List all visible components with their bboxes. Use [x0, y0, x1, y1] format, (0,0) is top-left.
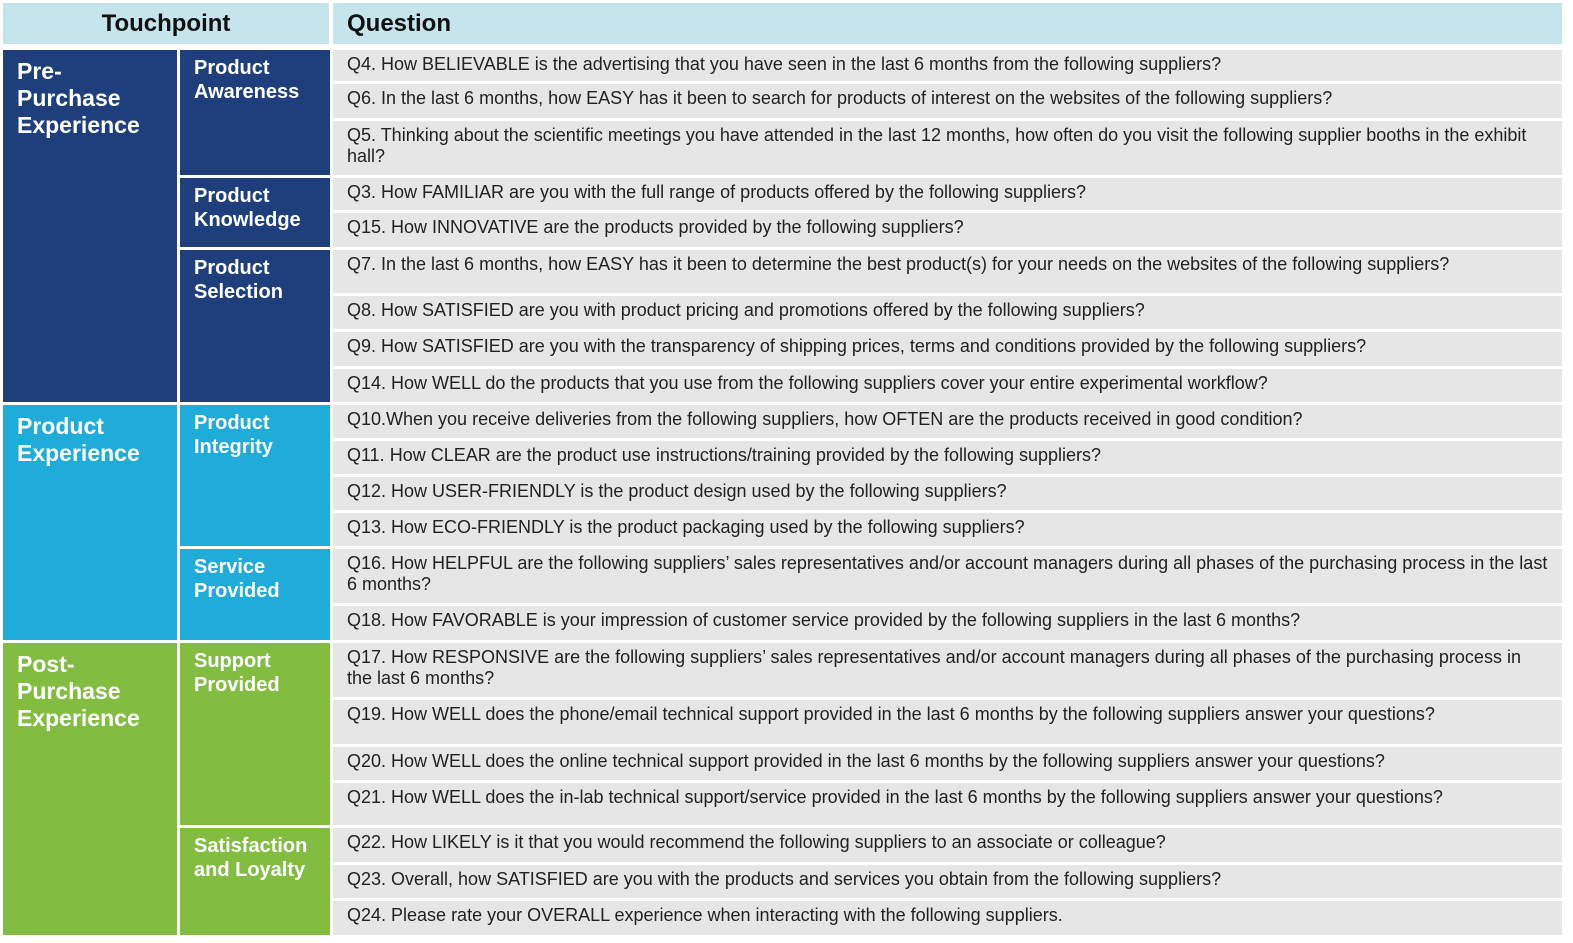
question-row-q16: Q16. How HELPFUL are the following suppliers’ sales representatives and/or account managers during all phases of the purchasing process in the last 6 months? [333, 549, 1562, 603]
question-row-q14: Q14. How WELL do the products that you use from the following suppliers cover your entire experimental workflow? [333, 369, 1562, 402]
category-pre-purchase-experience: Pre- Purchase Experience [3, 50, 177, 402]
question-row-q9: Q9. How SATISFIED are you with the transparency of shipping prices, terms and conditions provided by the following suppliers? [333, 332, 1562, 366]
category-product-experience: Product Experience [3, 405, 177, 640]
subcategory-support-provided: Support Provided [180, 643, 330, 825]
question-row-q22: Q22. How LIKELY is it that you would recommend the following suppliers to an associate or colleague? [333, 828, 1562, 862]
question-row-q20: Q20. How WELL does the online technical support provided in the last 6 months by the following suppliers answer your questions? [333, 747, 1562, 780]
question-row-q24: Q24. Please rate your OVERALL experience when interacting with the following suppliers. [333, 901, 1562, 935]
question-row-q6: Q6. In the last 6 months, how EASY has it been to search for products of interest on the websites of the following suppliers? [333, 84, 1562, 118]
subcategory-product-integrity: Product Integrity [180, 405, 330, 546]
touchpoint-column-header: Touchpoint [3, 3, 329, 44]
question-column-header: Question [333, 3, 1562, 44]
question-row-q17: Q17. How RESPONSIVE are the following suppliers’ sales representatives and/or account managers during all phases of the purchasing process in the last 6 months? [333, 643, 1562, 697]
question-row-q8: Q8. How SATISFIED are you with product pricing and promotions offered by the following suppliers? [333, 296, 1562, 329]
question-row-q3: Q3. How FAMILIAR are you with the full range of products offered by the following suppliers? [333, 178, 1562, 210]
question-row-q15: Q15. How INNOVATIVE are the products provided by the following suppliers? [333, 213, 1562, 247]
question-row-q5: Q5. Thinking about the scientific meetings you have attended in the last 12 months, how often do you visit the following supplier booths in the exhibit hall? [333, 121, 1562, 175]
subcategory-product-knowledge: Product Knowledge [180, 178, 330, 247]
question-row-q7: Q7. In the last 6 months, how EASY has it been to determine the best product(s) for your needs on the websites of the following suppliers? [333, 250, 1562, 293]
question-row-q12: Q12. How USER-FRIENDLY is the product design used by the following suppliers? [333, 477, 1562, 510]
subcategory-product-selection: Product Selection [180, 250, 330, 402]
question-row-q18: Q18. How FAVORABLE is your impression of customer service provided by the following suppliers in the last 6 months? [333, 606, 1562, 640]
category-post-purchase-experience: Post- Purchase Experience [3, 643, 177, 935]
question-row-q13: Q13. How ECO-FRIENDLY is the product packaging used by the following suppliers? [333, 513, 1562, 546]
question-row-q11: Q11. How CLEAR are the product use instructions/training provided by the following suppliers? [333, 441, 1562, 474]
question-row-q4: Q4. How BELIEVABLE is the advertising that you have seen in the last 6 months from the following suppliers? [333, 50, 1562, 81]
question-row-q10: Q10.When you receive deliveries from the following suppliers, how OFTEN are the products received in good condition? [333, 405, 1562, 438]
subcategory-service-provided: Service Provided [180, 549, 330, 640]
question-row-q19: Q19. How WELL does the phone/email technical support provided in the last 6 months by the following suppliers answer your questions? [333, 700, 1562, 744]
question-row-q21: Q21. How WELL does the in-lab technical support/service provided in the last 6 months by the following suppliers answer your questions? [333, 783, 1562, 825]
subcategory-satisfaction-and-loyalty: Satisfaction and Loyalty [180, 828, 330, 935]
subcategory-product-awareness: Product Awareness [180, 50, 330, 175]
question-row-q23: Q23. Overall, how SATISFIED are you with the products and services you obtain from the following suppliers? [333, 865, 1562, 898]
